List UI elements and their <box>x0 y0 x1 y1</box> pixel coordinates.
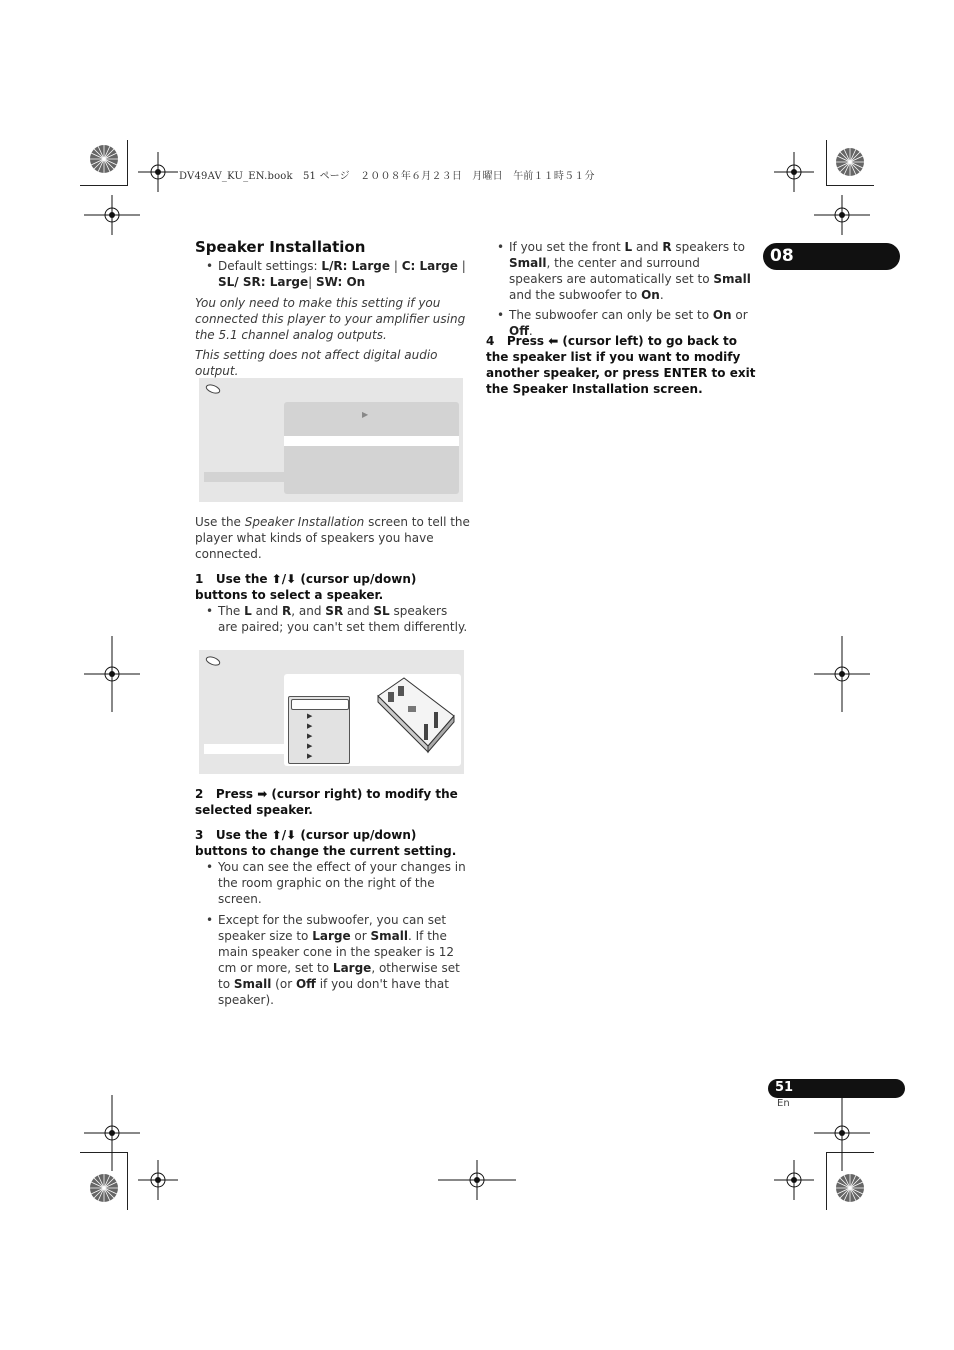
right-bullet-1 <box>509 239 754 303</box>
step-4: 4 Press ⬅ (cursor left) to go back to the speaker list if you want to modify another speaker, or press ENTER to exit the Speaker Installation screen. <box>486 334 756 396</box>
default-prefix: Default settings: <box>218 259 322 273</box>
chapter-number: 08 <box>770 246 794 266</box>
crosshair-icon <box>774 152 814 192</box>
text-part: R <box>282 604 292 618</box>
room-graphic-icon <box>374 676 460 754</box>
crosshair-icon <box>138 1160 178 1200</box>
crosshair-icon <box>774 1160 814 1200</box>
registration-star-icon <box>831 143 869 181</box>
crosshair-icon <box>814 636 870 712</box>
menu-item-selected[interactable] <box>204 472 284 482</box>
settings-list <box>284 402 459 494</box>
text-part: , and <box>291 604 326 618</box>
crosshair-icon <box>84 1095 140 1171</box>
step-3-bullet-2 <box>218 912 468 1008</box>
text-part: R <box>662 240 672 254</box>
default-settings <box>218 258 473 290</box>
text-part: , otherwise set to <box>218 961 460 991</box>
text-part: , the center and surround speakers are automatically set to <box>509 256 714 286</box>
crosshair-icon <box>84 195 140 235</box>
text-part: and <box>632 240 663 254</box>
text-part: Small <box>509 256 547 270</box>
text-part: Large <box>332 961 372 975</box>
text-part: On <box>641 288 660 302</box>
text-part: or <box>731 308 748 322</box>
intro-note-2: This setting does not affect digital audio output. <box>195 348 438 378</box>
intro-note-1: You only need to make this setting if you connected this player to your amplifier using the 5.1 channel analog outputs. <box>195 296 466 342</box>
page-number: 51 <box>775 1080 794 1095</box>
use-italic: Speaker Installation <box>244 515 365 529</box>
text-part: SR <box>325 604 344 618</box>
text-part: speakers to <box>671 240 745 254</box>
speaker-list-header[interactable] <box>291 699 349 710</box>
text-part: Small <box>370 929 408 943</box>
play-arrow-icon: ▶ <box>362 410 369 419</box>
text-part: . If the main speaker cone in the speaker is 12 cm or more, set to <box>218 929 454 975</box>
text-part: . <box>659 288 664 302</box>
default-sw: SW: On <box>315 275 366 289</box>
text-part: and <box>343 604 374 618</box>
default-c: C: Large <box>401 259 458 273</box>
language-label: En <box>777 1098 790 1109</box>
crosshair-icon <box>814 195 870 235</box>
text-part: or <box>350 929 371 943</box>
highlighted-row[interactable] <box>284 436 459 446</box>
speaker-setting-area <box>284 674 461 766</box>
separator: | <box>461 259 466 273</box>
text-part: Large <box>312 929 351 943</box>
text-part: The <box>218 604 245 618</box>
page-number-tab <box>768 1079 905 1098</box>
separator: | <box>393 259 398 273</box>
text-part: . <box>528 324 533 338</box>
text-part: (or <box>271 977 296 991</box>
registration-star-icon <box>831 1169 869 1207</box>
arrow-right-icon: ▶ ▶ ▶ ▶ ▶ <box>307 712 313 760</box>
default-lr: L/R: Large <box>321 259 391 273</box>
registration-star-icon <box>85 1169 123 1207</box>
use-suffix: screen to tell the player what kinds of speakers you have connected. <box>195 515 470 561</box>
text-part: Except for the subwoofer, you can set speaker size to <box>218 913 447 943</box>
crosshair-icon <box>814 1095 870 1171</box>
crosshair-icon <box>138 152 178 192</box>
text-part: and the subwoofer to <box>509 288 642 302</box>
default-slsr: SL/ SR: Large <box>218 275 309 289</box>
text-part: Small <box>233 977 272 991</box>
chapter-tab <box>763 243 900 270</box>
setup-screen-2 <box>199 650 464 774</box>
step-1-bullet <box>218 603 468 635</box>
text-part: Off <box>295 977 316 991</box>
print-header: DV49AV_KU_EN.book 51 ページ ２００８年６月２３日 月曜日 午前１１時５１分 <box>179 171 595 182</box>
registration-star-icon <box>85 140 123 178</box>
disc-icon <box>205 384 221 394</box>
disc-icon <box>205 656 221 666</box>
section-title: Speaker Installation <box>195 238 366 256</box>
crosshair-icon <box>84 636 140 712</box>
separator: | <box>308 275 313 289</box>
step-1: 1 Use the ⬆/⬇ (cursor up/down) buttons to select a speaker. <box>195 572 417 602</box>
text-part: Off <box>509 324 529 338</box>
setup-screen-1 <box>199 378 463 502</box>
step-2: 2 Press ➡ (cursor right) to modify the selected speaker. <box>195 787 458 817</box>
menu-item-selected[interactable] <box>204 744 284 754</box>
text-part: L <box>624 240 633 254</box>
crosshair-icon <box>438 1160 516 1200</box>
text-part: If you set the front <box>509 240 625 254</box>
text-part: speakers are paired; you can't set them differently. <box>218 604 468 634</box>
text-part: L <box>244 604 252 618</box>
speaker-list <box>288 696 350 764</box>
text-part: SL <box>373 604 390 618</box>
text-part: The subwoofer can only be set to <box>509 308 713 322</box>
step-3: 3 Use the ⬆/⬇ (cursor up/down) buttons to change the current setting. <box>195 828 457 858</box>
use-description <box>195 514 470 562</box>
use-prefix: Use the <box>195 515 245 529</box>
step-3-bullet-1: • You can see the effect of your changes in the room graphic on the right of the screen. <box>218 859 468 907</box>
text-part: and <box>251 604 283 618</box>
text-part: if you don't have that speaker). <box>218 977 449 1007</box>
text-part: Small <box>713 272 751 286</box>
text-part: On <box>712 308 732 322</box>
